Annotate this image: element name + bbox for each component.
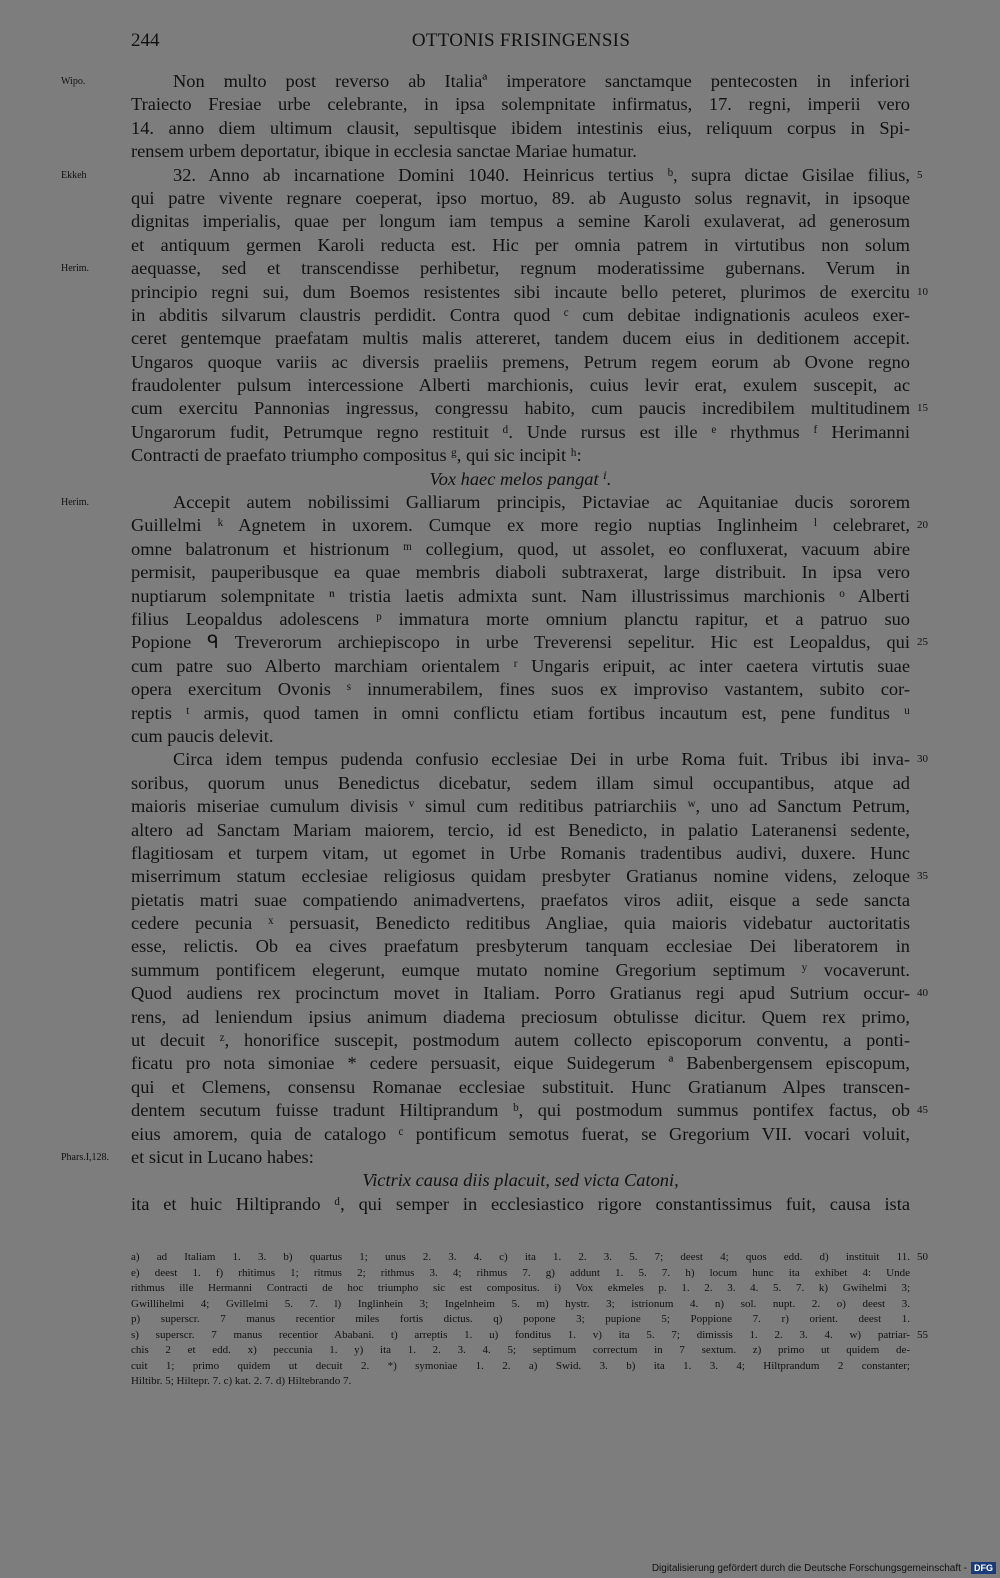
footnotes	[131, 1250, 928, 1390]
text-line	[131, 819, 910, 842]
line-number: 40	[917, 987, 928, 1000]
text-line-text: 14. anno diem ultimum clausit, sepultisque ibidem intestinis eius, reliquum corpus in Spi-	[131, 117, 910, 138]
text-line	[131, 1052, 910, 1075]
line-number: 25	[917, 636, 928, 649]
footnote-line	[131, 1266, 910, 1282]
text-line	[61, 70, 910, 93]
text-line	[131, 421, 910, 444]
text-line	[131, 374, 910, 397]
text-line	[131, 561, 910, 584]
text-line-text: Non multo post reverso ab Italiaª imperatore sanctamque pentecosten in inferiori	[173, 71, 910, 91]
footnote-line	[131, 1343, 910, 1359]
text-line-text: filius Leopaldus adolescens ᵖ immatura morte omnium planctu rapitur, et a patruo suo	[131, 608, 910, 629]
text-line	[131, 935, 910, 958]
line-number: 45	[917, 1104, 928, 1117]
text-line-text: Circa idem tempus pudenda confusio ecclesiae Dei in urbe Roma fuit. Tribus ibi inva-	[173, 749, 910, 770]
text-line-text: nuptiarum solempnitate ⁿ tristia laetis admixta sunt. Nam illustrissimus marchionis ᵒ Alberti	[131, 585, 910, 606]
text-line	[131, 234, 910, 257]
text-line-text: et sicut in Lucano habes:	[131, 1146, 314, 1167]
text-line-text: flagitiosam et turpem vitam, ut egomet in Urbe Romanis tradentibus audivi, duxere. Hunc	[131, 842, 910, 863]
text-line	[131, 748, 928, 771]
line-number: 55	[917, 1328, 928, 1341]
footnote-line-text: rithmus ille Hermanni Contracti de hoc triumpho sic est compositus. i) Vox ekmeles p. 1. 2. 3. 4. 5. 7. k) Gwihelmi 3;	[131, 1282, 910, 1294]
text-line	[131, 140, 910, 163]
text-line-text: Ungaros quoque variis ac diversis praeliis premens, Petrum regem eorum ab Ovone regno	[131, 351, 910, 372]
margin-note: Wipo.	[61, 76, 86, 87]
line-number: 5	[917, 168, 923, 181]
line-number: 15	[917, 402, 928, 415]
text-line-text: ficatu pro nota simoniae * cedere persuasit, eique Suidegerum ª Babenbergensem episcopum,	[131, 1053, 910, 1074]
footnote-line	[131, 1312, 910, 1328]
text-line-text: ceret gentemque praefatam multis malis attereret, tandem ducem eius in deditionem accepit.	[131, 328, 910, 349]
text-line-text: Vox haec melos pangat ⁱ.	[429, 468, 612, 489]
footnote-line-text: s) superscr. 7 manus recentior Ababani. t) arreptis 1. u) fonditus 1. v) ita 5. 7; dimissis 1. 2. 3. 4. w) patriar-	[131, 1328, 910, 1341]
text-line-text: summum pontificem elegerunt, eumque mutato nomine Gregorium septimum ʸ vocaverunt.	[131, 959, 910, 980]
text-line	[131, 1006, 910, 1029]
text-line-text: Victrix causa diis placuit, sed victa Catoni,	[362, 1170, 679, 1191]
text-line-text: miserrimum statum ecclesiae religiosus quidam presbyter Gratianus nomine videns, zeloque	[131, 866, 910, 887]
text-line-text: pietatis matri suae compatiendo animadvertens, praefatos viros adiit, eisque a sede sancta	[131, 889, 910, 910]
text-line	[131, 187, 910, 210]
text-line-text: qui patre vivente regnare coeperat, ipso mortuo, 89. ab Augusto solus regnavit, in ipsoque	[131, 187, 910, 208]
text-line-text: cedere pecunia ˣ persuasit, Benedicto reditibus Angliae, quia maioris videbatur auctoritatis	[131, 913, 910, 934]
footer-credit	[652, 1562, 996, 1574]
text-line-text: Contracti de praefato triumpho compositus ᵍ, qui sic incipit ʰ:	[131, 445, 582, 466]
footnote-line-text: Gwillihelmi 4; Gvillelmi 5. 7. l) Inglinhein 3; Ingelnheim 5. m) hystr. 3; istrionum 4. n) sol. nupt. 2. o) deest 3.	[131, 1297, 910, 1310]
line-number: 35	[917, 870, 928, 883]
text-line-text: esse, relictis. Ob ea cives praefatum presbyterum tanquam ecclesiae Dei liberatorem in	[131, 936, 910, 957]
text-line	[131, 959, 910, 982]
text-line	[131, 117, 910, 140]
text-line	[131, 514, 928, 537]
footnote-line	[131, 1297, 910, 1313]
text-line	[131, 678, 910, 701]
footnote-line	[131, 1281, 910, 1297]
text-line-text: soribus, quorum unus Benedictus dicebatur, sedem illam simul occupantibus, atque ad	[131, 772, 910, 793]
text-line	[131, 702, 910, 725]
text-line-text: cum paucis delevit.	[131, 725, 274, 746]
line-number: 20	[917, 519, 928, 532]
page-number: 244	[131, 30, 160, 51]
text-line-text: ita et huic Hiltiprando ᵈ, qui semper in ecclesiastico rigore constantissimus fuit, causa ista	[131, 1193, 910, 1214]
text-line-text: et antiquum germen Karoli reducta est. Hic per omnia patrem in virtutibus non solum	[131, 234, 910, 255]
footnote-line-text: e) deest 1. f) rhitimus 1; ritmus 2; rithmus 3. 4; rihmus 7. g) addunt 1. 5. 7. h) locum hunc ita exhibet 4: Unde	[131, 1266, 910, 1279]
text-line	[61, 164, 923, 187]
text-line	[131, 1169, 910, 1192]
text-line-text: dignitas imperialis, quae per longum iam tempus a semine Karoli exulaverat, ad generosum	[131, 211, 910, 232]
text-line	[131, 982, 928, 1005]
text-line	[131, 281, 928, 304]
text-line	[61, 1146, 910, 1169]
footer-text: Digitalisierung gefördert durch die Deutsche Forschungsgemeinschaft -	[651, 1562, 967, 1574]
text-line-text: in abditis silvarum claustris perdidit. Contra quod ᶜ cum debitae indignationis aculeos exer-	[131, 304, 910, 325]
line-number: 10	[917, 285, 928, 298]
text-line-text: dentem secutum fuisse tradunt Hiltiprandum ᵇ, qui postmodum summus pontifex factus, ob	[131, 1100, 910, 1121]
text-line	[131, 1099, 928, 1122]
footnote-line	[131, 1250, 928, 1266]
text-line	[131, 444, 910, 467]
footnote-line	[131, 1359, 910, 1375]
text-line-text: cum patre suo Alberto marchiam orientalem ʳ Ungaris eripuit, ac inter caetera virtutis suae	[131, 655, 910, 676]
text-line	[131, 304, 910, 327]
text-line-text: Ungarorum fudit, Petrumque regno restituit ᵈ. Unde rursus est ille ᵉ rhythmus ᶠ Herimanni	[131, 421, 910, 442]
text-line	[131, 725, 910, 748]
text-line-text: omne balatronum et histrionum ᵐ collegium, quod, ut assolet, eo confluxerat, vacuum abire	[131, 538, 910, 559]
text-line-text: rensem urbem deportatur, ibique in ecclesia sanctae Mariae humatur.	[131, 141, 637, 162]
line-number: 50	[917, 1251, 928, 1263]
text-line-text: aequasse, sed et transcendisse perhibetur, regnum moderatissime gubernans. Verum in	[131, 258, 910, 279]
text-line-text: ut decuit ᶻ, honorifice suscepit, postmodum autem collecto episcoporum conventu, a ponti-	[131, 1030, 910, 1051]
footnote-line-text: Hiltibr. 5; Hiltepr. 7. c) kat. 2. 7. d) Hiltebrando 7.	[131, 1375, 352, 1387]
running-title: OTTONIS FRISINGENSIS	[411, 30, 631, 51]
text-line	[61, 491, 910, 514]
text-line-text: rens, ad leniendum ipsius animum diadema preciosum obtulisse dicitur. Quem rex primo,	[131, 1006, 910, 1027]
margin-note: Phars.I,128.	[61, 1151, 110, 1163]
text-line	[131, 93, 910, 116]
line-number: 30	[917, 753, 928, 766]
text-line	[131, 327, 910, 350]
text-line-text: eius amorem, quia de catalogo ᶜ pontificum semotus fuerat, se Gregorium VII. vocari voluit,	[131, 1123, 910, 1144]
dfg-logo: DFG	[971, 1562, 996, 1574]
text-line-text: principio regni sui, dum Boemos resistentes sibi incaute bello peteret, plurimos de exercitu	[131, 281, 910, 302]
text-line	[131, 538, 910, 561]
text-line	[131, 468, 910, 491]
text-line-text: qui et Clemens, consensu Romanae ecclesiae substituit. Hunc Gratianum Alpes transcen-	[131, 1076, 910, 1097]
margin-note: Herim.	[61, 263, 90, 275]
text-line-text: Quod audiens rex procinctum movet in Italiam. Porro Gratianus regi apud Sutrium occur-	[131, 983, 910, 1004]
footnote-line	[131, 1374, 910, 1390]
text-line	[61, 257, 910, 280]
text-line	[131, 608, 910, 631]
text-line	[131, 585, 910, 608]
margin-note: Herim.	[61, 497, 90, 509]
text-line-text: maioris miseriae cumulum divisis ᵛ simul cum reditibus patriarchiis ʷ, uno ad Sanctum Petrum,	[131, 796, 910, 817]
text-line	[131, 655, 910, 678]
page-header	[131, 30, 911, 56]
text-line-text: Popione ᑫ Treverorum archiepiscopo in urbe Treverensi sepelitur. Hic est Leopaldus, qui	[131, 632, 910, 653]
text-line	[131, 1029, 910, 1052]
text-line-text: Accepit autem nobilissimi Galliarum principis, Pictaviae ac Aquitaniae ducis sororem	[173, 492, 910, 513]
text-line	[131, 772, 910, 795]
text-line-text: Guillelmi ᵏ Agnetem in uxorem. Cumque ex more regio nuptias Inglinheim ˡ celebraret,	[131, 515, 910, 536]
text-line	[131, 842, 910, 865]
margin-note: Ekkeh	[61, 169, 87, 181]
text-line	[131, 1193, 910, 1216]
text-line-text: fraudolenter pulsum intercessione Alberti marchionis, cuius levir erat, exulem suscepit, ac	[131, 375, 910, 396]
text-line-text: permisit, pauperibusque ea quae membris diaboli subtraxerat, large distribuit. In ipsa vero	[131, 562, 910, 583]
text-line-text: Traiecto Fresiae urbe celebrante, in ipsa solempnitate infirmatus, 17. regni, imperii vero	[131, 94, 910, 115]
footnote-line-text: p) superscr. 7 manus recentior miles fortis dictus. q) popone 3; pupione 5; Poppione 7. r) orient. deest 1.	[131, 1313, 910, 1325]
main-text	[61, 70, 928, 1216]
text-line	[131, 865, 928, 888]
text-line-text: altero ad Sanctam Mariam maiorem, tercio, id est Benedicto, in palatio Lateranensi sedente,	[131, 819, 910, 840]
text-line-text: reptis ᵗ armis, quod tamen in omni conflictu etiam fortibus incautum est, pene funditus ᵘ	[131, 702, 910, 723]
text-line	[131, 795, 910, 818]
footnote-line	[131, 1328, 928, 1344]
text-line	[131, 889, 910, 912]
text-line	[131, 1123, 910, 1146]
text-line	[131, 1076, 910, 1099]
text-line	[131, 210, 910, 233]
text-line	[131, 351, 910, 374]
footnote-line-text: chis 2 et edd. x) peccunia 1. y) ita 1. 2. 3. 4. 5; septimum correctum in 7 sextum. z) primo ut quidem de-	[131, 1344, 910, 1356]
text-line-text: opera exercitum Ovonis ˢ innumerabilem, fines suos ex improviso vastantem, subito cor-	[131, 679, 910, 700]
footnote-line-text: cuit 1; primo quidem ut decuit 2. *) symoniae 1. 2. a) Swid. 3. b) ita 1. 3. 4; Hiltprandum 2 constanter;	[131, 1359, 910, 1372]
text-line	[131, 397, 928, 420]
footnote-line-text: a) ad Italiam 1. 3. b) quartus 1; unus 2. 3. 4. c) ita 1. 2. 3. 5. 7; deest 4; quos edd. d) instituit 11.	[131, 1251, 910, 1263]
text-line-text: 32. Anno ab incarnatione Domini 1040. Heinricus tertius ᵇ, supra dictae Gisilae filius,	[173, 164, 910, 185]
text-line	[131, 912, 910, 935]
text-line	[131, 631, 928, 654]
text-line-text: cum exercitu Pannonias ingressus, congressu habito, cum paucis incredibilem multitudinem	[131, 398, 910, 419]
